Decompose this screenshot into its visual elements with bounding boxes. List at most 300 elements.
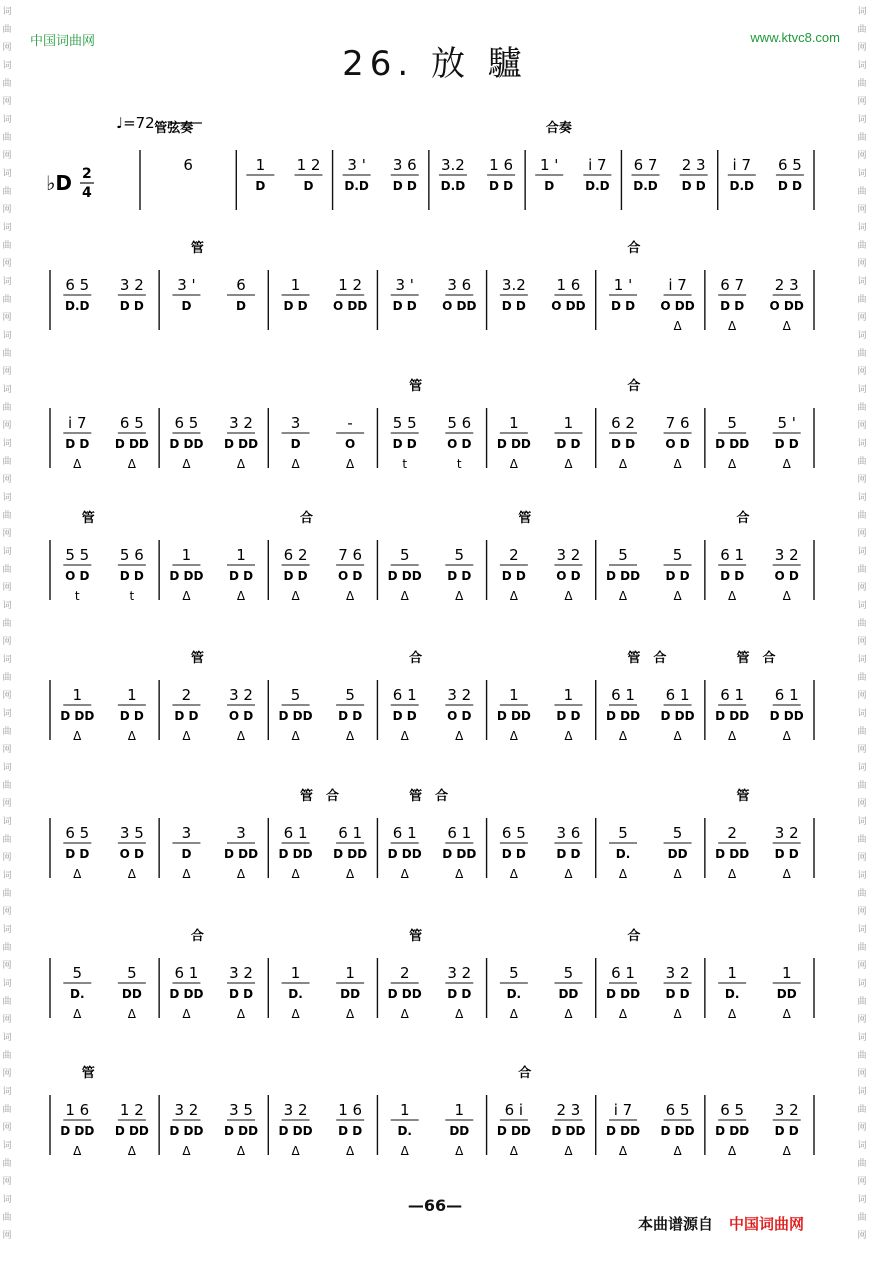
watermark-char-left: 曲 [2,403,12,413]
melody-note: i 7 [68,414,87,432]
drum-note: D DD [605,1124,641,1138]
key-signature: ♭D [46,171,73,195]
watermark-char-left: 词 [2,655,12,665]
drum-note: D DD [496,437,531,451]
melody-note: 5 [618,824,628,842]
percussion-note: Δ [728,319,737,333]
watermark-char-left: 网 [2,313,12,323]
drum-note: D D [119,569,144,583]
melody-note: 1 6 [489,156,514,174]
watermark-char-left: 曲 [2,1051,12,1061]
melody-note: 6 7 [720,276,745,294]
watermark-char-right: 曲 [857,943,867,953]
watermark-char-right: 曲 [857,781,867,791]
section-label: 管 [736,789,750,804]
section-label: 管 [190,651,204,666]
watermark-char-left: 曲 [2,1105,12,1115]
percussion-note: Δ [782,1007,791,1021]
melody-note: i 7 [668,276,687,294]
percussion-note: Δ [509,1144,518,1158]
drum-note: D DD [496,709,531,723]
drum-note: D D [338,709,363,723]
section-label: 合 [627,929,641,944]
watermark-char-left: 网 [2,1015,12,1025]
drum-note: D D [556,709,581,723]
watermark-char-right: 词 [857,547,867,557]
percussion-note: Δ [73,457,82,471]
section-label: 管 [299,789,313,804]
melody-note: 5 [127,964,137,982]
percussion-note: Δ [182,457,191,471]
watermark-char-right: 词 [857,169,867,179]
drum-note: D DD [278,847,313,861]
watermark-char-left: 词 [2,547,12,557]
drum-note: D [181,847,192,861]
drum-note: D D [489,179,514,193]
melody-note: 3 2 [229,686,253,704]
melody-note: 1 [236,546,246,564]
watermark-char-right: 网 [857,1177,867,1187]
percussion-note: Δ [400,1007,409,1021]
watermark-char-right: 词 [857,331,867,341]
melody-note: 3 2 [774,546,799,564]
melody-note: 6 1 [174,964,199,982]
drum-note: D D [447,569,472,583]
drum-note: D DD [114,1124,149,1138]
drum-note: D.D [65,299,90,313]
melody-note: i 7 [613,1101,633,1119]
percussion-note: Δ [127,729,136,743]
watermark-char-right: 曲 [857,403,867,413]
drum-note: D.D [633,179,658,193]
melody-note: 1 [563,414,574,432]
watermark-char-left: 词 [2,871,12,881]
drum-note: D D [65,847,90,861]
drum-note: D D [720,299,745,313]
melody-note: 5 [727,414,737,432]
melody-note: 6 5 [65,276,90,294]
watermark-char-right: 词 [857,709,867,719]
melody-note: 6 1 [447,824,472,842]
drum-note: O DD [551,299,586,313]
percussion-note: Δ [236,729,246,743]
melody-note: 7 6 [338,546,363,564]
percussion-note: Δ [182,1007,191,1021]
percussion-note: Δ [782,589,791,603]
section-label: 管 [81,1066,95,1081]
drum-note: D D [774,1124,799,1138]
percussion-note: Δ [728,1144,737,1158]
percussion-note: Δ [673,457,682,471]
watermark-char-right: 网 [857,637,867,647]
drum-note: O D [65,569,90,583]
watermark-char-left: 词 [2,61,12,71]
percussion-note: Δ [73,1144,82,1158]
time-sig-bottom: 4 [82,185,92,201]
percussion-note: Δ [291,1007,300,1021]
footer-source-site[interactable]: 中国词曲网 [729,1215,805,1233]
percussion-note: Δ [182,867,191,881]
drum-note: D D [665,569,690,583]
drum-note: D DD [605,569,641,583]
watermark-char-left: 词 [2,817,12,827]
percussion-note: Δ [73,867,82,881]
melody-note: 6 2 [611,414,635,432]
melody-note: 1 [509,414,519,432]
watermark-char-right: 网 [857,259,867,269]
drum-note: DD [449,1124,470,1138]
watermark-char-right: 词 [857,979,867,989]
drum-note: D DD [715,847,750,861]
watermark-char-right: 词 [857,1033,867,1043]
percussion-note: Δ [236,1144,246,1158]
drum-note: D D [774,437,799,451]
site-url-right[interactable]: www.ktvc8.com [750,30,840,45]
drum-note: D [236,299,246,313]
drum-note: D D [228,987,254,1001]
tempo-mark: ♩=72 [116,114,155,132]
melody-note: 3 [236,824,246,842]
watermark-char-right: 网 [857,367,867,377]
section-label: 合 [627,241,641,256]
percussion-note: Δ [673,319,682,333]
percussion-note: Δ [236,457,246,471]
watermark-char-left: 曲 [2,511,12,521]
watermark-char-left: 曲 [2,889,12,899]
watermark-char-right: 曲 [857,997,867,1007]
drum-note: D.D [585,179,610,193]
watermark-char-left: 曲 [2,1213,12,1223]
percussion-note: Δ [564,589,573,603]
drum-note: DD [121,987,142,1001]
drum-note: D DD [715,437,750,451]
watermark-char-left: 网 [2,421,12,431]
watermark-char-left: 网 [2,853,12,863]
section-label: 合 [736,511,750,526]
melody-note: 6 1 [283,824,308,842]
percussion-note: Δ [127,457,136,471]
watermark-char-left: 网 [2,1123,12,1133]
drum-note: D DD [660,1124,695,1138]
melody-note: 3 5 [229,1101,253,1119]
drum-note: D D [228,569,254,583]
drum-note: D DD [442,847,477,861]
site-name-left[interactable]: 中国词曲网 [30,33,96,48]
section-label: 合 [762,651,776,666]
percussion-note: Δ [455,729,464,743]
watermark-char-right: 网 [857,205,867,215]
melody-note: 5 [618,546,628,564]
percussion-note: Δ [455,1144,464,1158]
watermark-char-left: 词 [2,979,12,989]
drum-note: D.D [729,179,755,193]
watermark-char-right: 词 [857,763,867,773]
watermark-char-right: 网 [857,907,867,917]
watermark-char-left: 网 [2,151,12,161]
melody-note: 2 [509,546,519,564]
percussion-note: Δ [618,1144,628,1158]
drum-note: D [290,437,301,451]
watermark-char-right: 曲 [857,349,867,359]
drum-note: D D [119,299,144,313]
drum-note: D DD [60,709,95,723]
page-number: —66— [407,1196,463,1215]
melody-note: 1 [290,964,301,982]
drum-note: O [345,437,356,451]
melody-note: 6 7 [633,156,658,174]
melody-note: 1 ' [613,276,633,294]
percussion-note: Δ [564,1144,573,1158]
percussion-note: Δ [728,729,737,743]
drum-note: O DD [332,299,368,313]
melody-note: 1 [399,1101,410,1119]
watermark-char-left: 词 [2,439,12,449]
percussion-note: Δ [509,589,518,603]
watermark-char-right: 曲 [857,241,867,251]
drum-note: D DD [387,569,422,583]
footer-source [638,1213,804,1234]
percussion-note: Δ [564,457,573,471]
drum-note: D D [501,299,526,313]
drum-note: D DD [278,1124,313,1138]
drum-note: O D [774,569,799,583]
melody-note: 2 [181,686,192,704]
percussion-note: Δ [236,1007,246,1021]
drum-note: D DD [114,437,149,451]
drum-note: D D [283,299,308,313]
watermark-char-left: 词 [2,115,12,125]
watermark-char-right: 网 [857,1015,867,1025]
melody-note: 6 5 [665,1101,690,1119]
percussion-note: Δ [728,589,737,603]
watermark-char-right: 网 [857,421,867,431]
drum-note: D [303,179,314,193]
melody-note: 3 ' [347,156,366,174]
melody-note: 3 2 [283,1101,308,1119]
watermark-char-left: 曲 [2,187,12,197]
watermark-char-right: 词 [857,61,867,71]
drum-note: D. [615,847,631,861]
watermark-char-left: 网 [2,205,12,215]
drum-note: D D [392,179,417,193]
drum-note: D DD [169,569,204,583]
drum-note: D DD [278,709,313,723]
drum-note: D D [174,709,199,723]
percussion-note: Δ [455,589,464,603]
melody-note: 1 [290,276,301,294]
watermark-char-left: 网 [2,691,12,701]
melody-note: 3 2 [774,1101,799,1119]
melody-note: 3.2 [440,156,465,174]
drum-note: O D [447,709,472,723]
drum-note: D DD [223,437,259,451]
watermark-char-right: 曲 [857,727,867,737]
melody-note: i 7 [588,156,607,174]
watermark-char-left: 网 [2,259,12,269]
watermark-char-left: 词 [2,223,12,233]
watermark-char-right: 网 [857,97,867,107]
percussion-note: Δ [782,457,791,471]
melody-note: 5 [290,686,301,704]
drum-note: D D [774,847,799,861]
drum-note: D DD [605,987,641,1001]
percussion-note: Δ [564,867,573,881]
watermark-char-left: 词 [2,1033,12,1043]
drum-note: D.D [344,179,369,193]
percussion-note: Δ [291,457,300,471]
percussion-note: t [402,457,408,471]
watermark-char-left: 网 [2,1069,12,1079]
drum-note: DD [558,987,579,1001]
watermark-char-right: 曲 [857,79,867,89]
drum-note: D DD [333,847,368,861]
melody-note: 1 6 [556,276,581,294]
watermark-char-left: 词 [2,709,12,719]
watermark-char-right: 网 [857,1231,867,1241]
melody-note: 3 [181,824,192,842]
watermark-char-left: 网 [2,583,12,593]
melody-note: 3 6 [392,156,417,174]
percussion-note: Δ [509,867,518,881]
watermark-char-right: 词 [857,277,867,287]
watermark-char-left: 词 [2,169,12,179]
section-label: 管 [81,511,95,526]
drum-note: O D [337,569,363,583]
percussion-note: Δ [400,589,409,603]
melody-note: 7 6 [665,414,690,432]
percussion-note: Δ [564,1007,573,1021]
melody-note: 3 2 [229,964,253,982]
melody-note: 1 2 [119,1101,144,1119]
watermark-char-right: 词 [857,1141,867,1151]
drum-note: O D [119,847,145,861]
watermark-char-left: 词 [2,925,12,935]
section-label: 合 [190,929,204,944]
watermark-char-left: 曲 [2,997,12,1007]
melody-note: 1 [72,686,83,704]
section-label: 合 [299,511,313,526]
watermark-char-right: 网 [857,799,867,809]
percussion-note: Δ [728,867,737,881]
watermark-char-left: 网 [2,367,12,377]
percussion-note: Δ [346,589,355,603]
watermark-char-right: 词 [857,655,867,665]
drum-note: D DD [223,847,259,861]
watermark-char-right: 网 [857,43,867,53]
drum-note: D D [501,847,526,861]
melody-note: 2 [399,964,410,982]
drum-note: D D [65,437,90,451]
melody-note: 1 2 [338,276,363,294]
watermark-char-left: 网 [2,529,12,539]
drum-note: D [255,179,266,193]
melody-note: 3 ' [177,276,196,294]
percussion-note: Δ [618,867,628,881]
section-label: 合 [409,651,423,666]
watermark-char-left: 词 [2,763,12,773]
percussion-note: Δ [127,1144,136,1158]
drum-note: D [544,179,555,193]
melody-note: 6 [183,156,193,174]
drum-note: O D [665,437,690,451]
watermark-char-left: 词 [2,493,12,503]
drum-note: D DD [387,987,422,1001]
drum-note: D DD [387,847,422,861]
watermark-char-right: 曲 [857,295,867,305]
drum-note: D. [397,1124,412,1138]
percussion-note: Δ [291,589,300,603]
section-label: 管 [627,651,641,666]
drum-note: D DD [169,437,204,451]
watermark-char-left: 曲 [2,457,12,467]
percussion-note: Δ [346,867,355,881]
drum-note: D DD [605,709,641,723]
watermark-char-right: 曲 [857,1213,867,1223]
song-title: 26. 放 驢 [342,44,528,84]
drum-note: DD [667,847,688,861]
percussion-note: Δ [346,1144,355,1158]
percussion-note: Δ [73,1007,82,1021]
watermark-char-left: 曲 [2,673,12,683]
melody-note: 6 i [504,1101,524,1119]
watermark-char-left: 词 [2,7,12,17]
melody-note: 1 [727,964,737,982]
watermark-char-right: 词 [857,1087,867,1097]
percussion-note: Δ [236,867,246,881]
percussion-note: Δ [782,1144,791,1158]
watermark-char-right: 词 [857,493,867,503]
drum-note: O D [228,709,254,723]
melody-note: 1 6 [65,1101,90,1119]
watermark-char-right: 网 [857,529,867,539]
watermark-char-left: 曲 [2,25,12,35]
watermark-char-right: 网 [857,313,867,323]
drum-note: D.D [440,179,466,193]
melody-note: 5 6 [119,546,144,564]
melody-note: 3 2 [174,1101,199,1119]
drum-note: D DD [60,1124,95,1138]
watermark-char-left: 曲 [2,619,12,629]
melody-note: 1 [181,546,192,564]
drum-note: D D [392,437,417,451]
drum-note: D DD [223,1124,259,1138]
melody-note: 3 6 [556,824,581,842]
percussion-note: Δ [782,729,791,743]
watermark-char-left: 网 [2,1231,12,1241]
melody-note: 1 [345,964,355,982]
drum-note: O DD [769,299,804,313]
melody-note: 5 [72,964,83,982]
melody-note: 5 [672,546,683,564]
melody-note: 1 6 [338,1101,363,1119]
footer-source-label: 本曲谱源自 [638,1215,714,1233]
percussion-note: Δ [236,589,246,603]
melody-note: 6 1 [611,964,635,982]
watermark-char-left: 曲 [2,241,12,251]
section-label: 合 [518,1066,532,1081]
melody-note: 5 [399,546,410,564]
watermark-char-right: 词 [857,439,867,449]
drum-note: O D [447,437,472,451]
drum-note: D DD [169,1124,204,1138]
section-label: 管 [409,789,423,804]
watermark-char-right: 网 [857,475,867,485]
melody-note: 1 [781,964,792,982]
watermark-char-right: 网 [857,151,867,161]
drum-note: D. [288,987,303,1001]
watermark-char-right: 曲 [857,133,867,143]
watermark-char-left: 网 [2,799,12,809]
